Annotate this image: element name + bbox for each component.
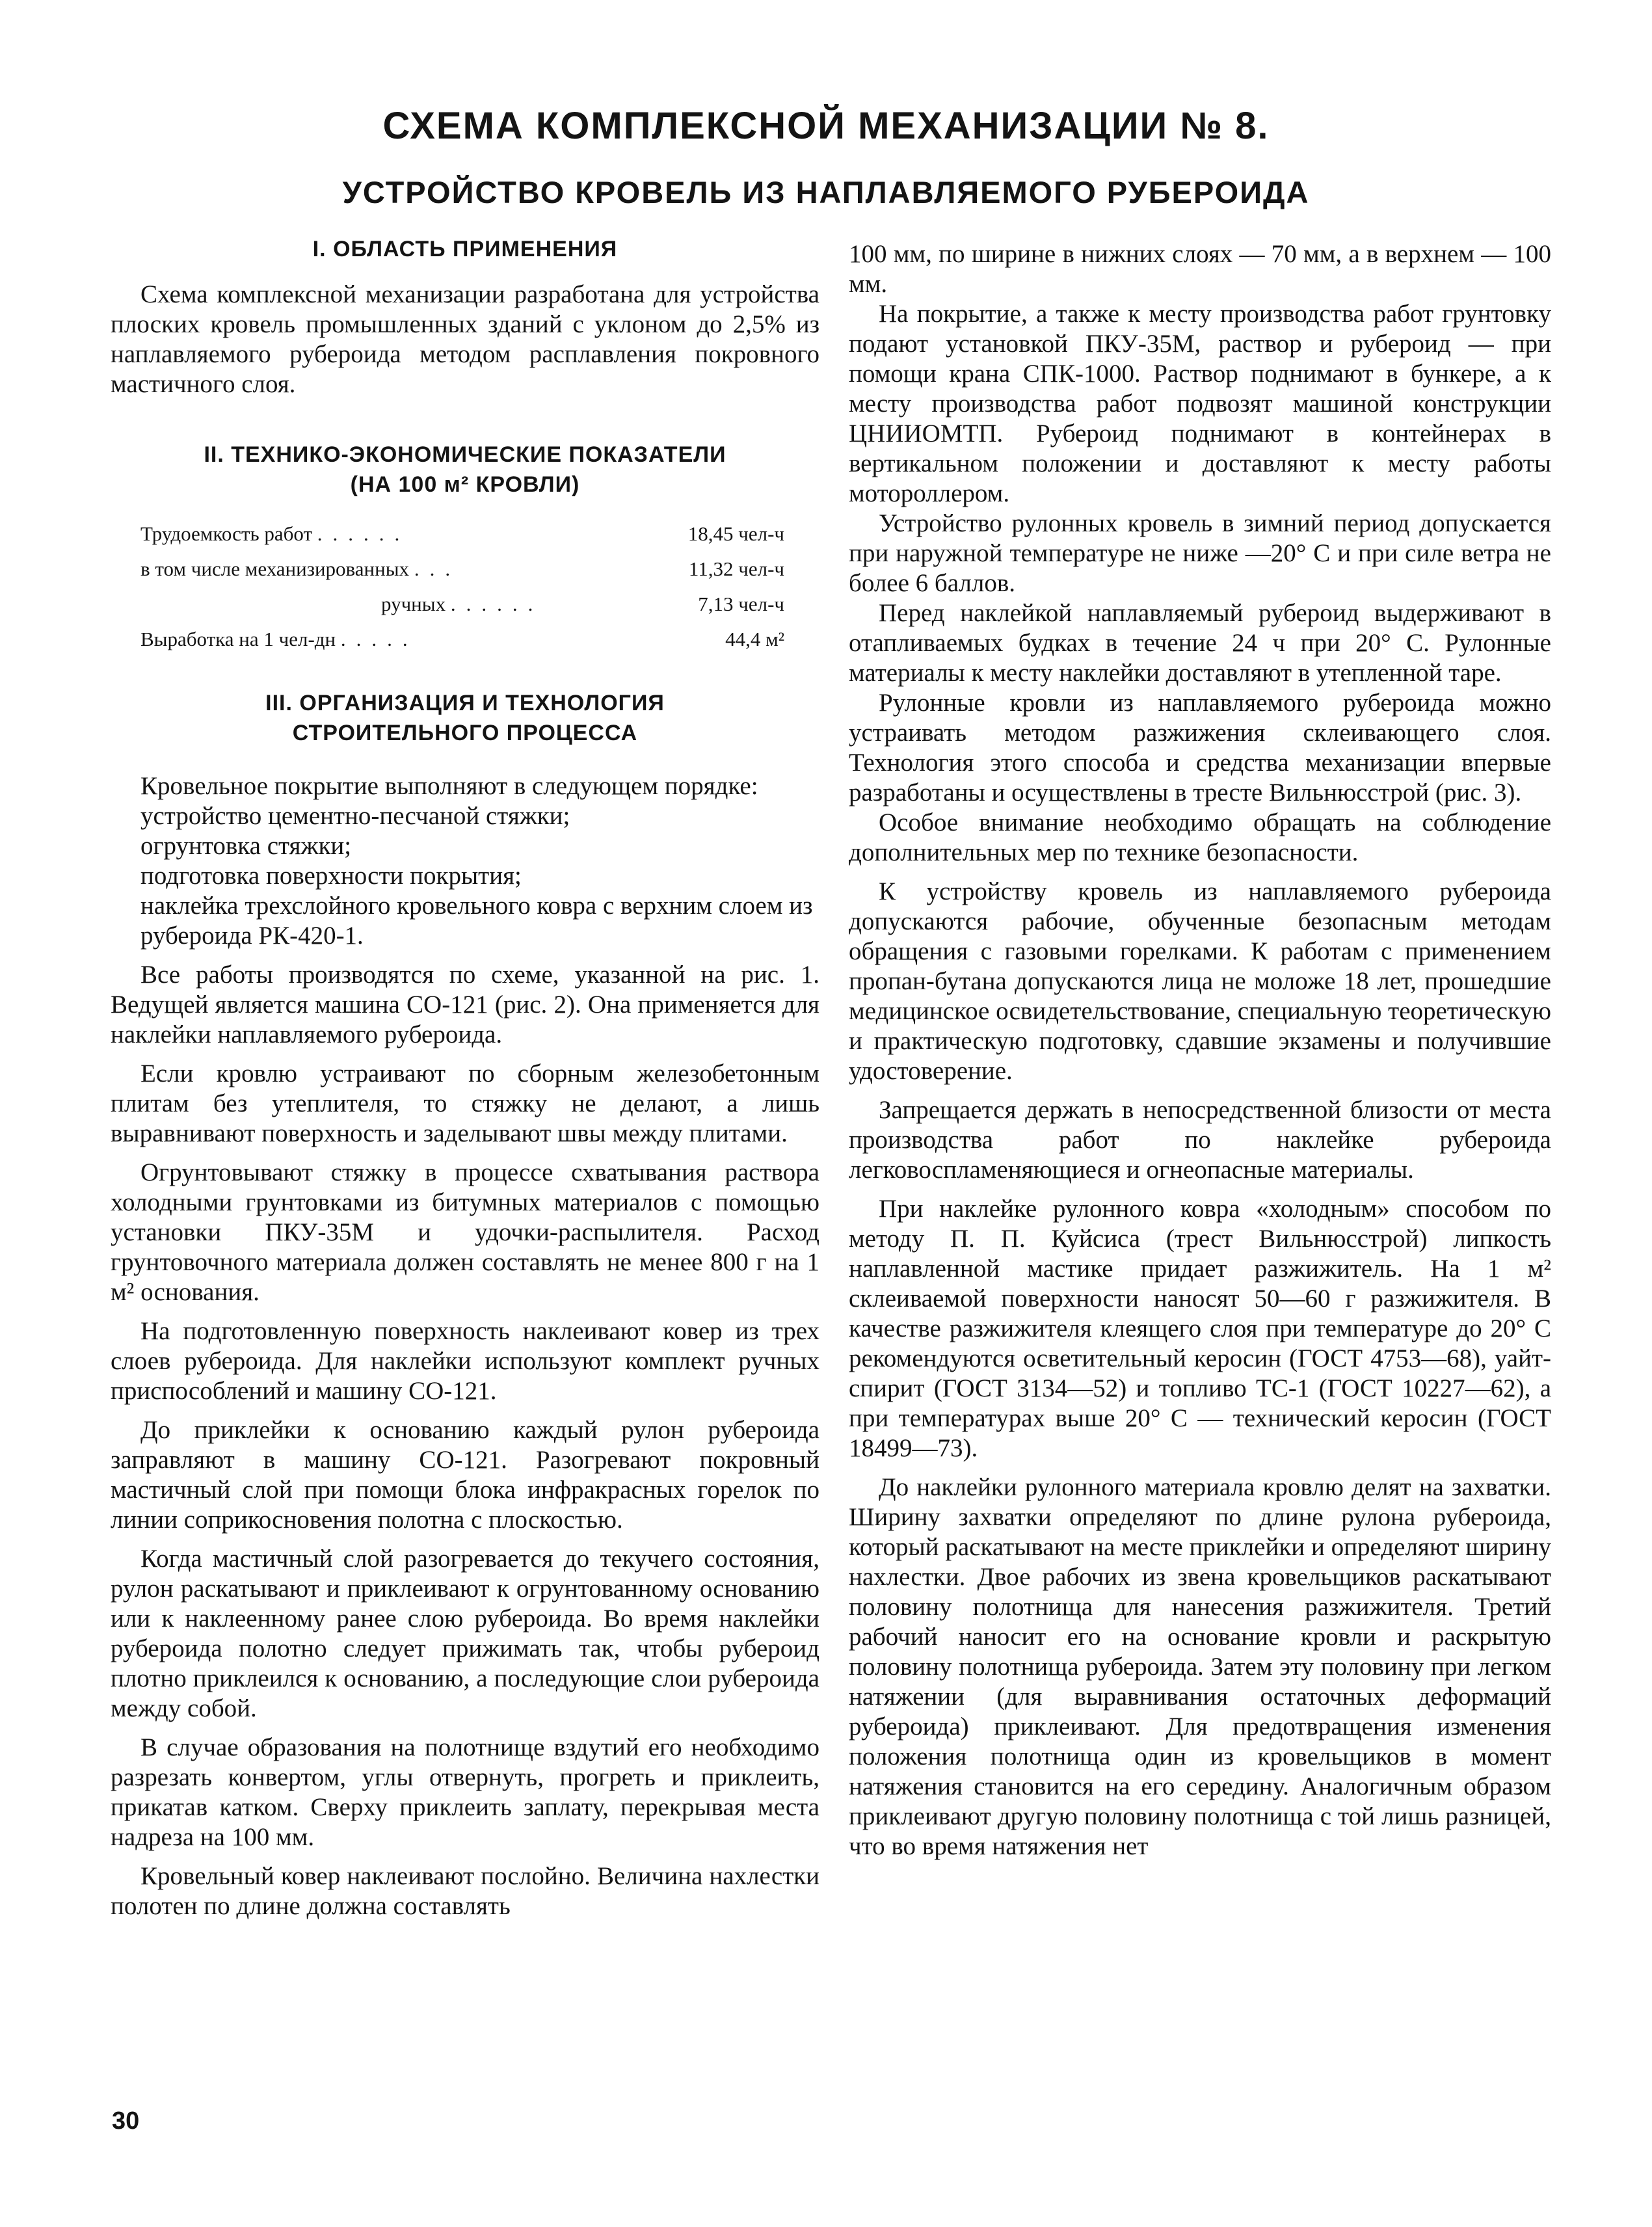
indicators-table bbox=[140, 516, 797, 657]
indicator-label: Трудоемкость работ bbox=[140, 522, 313, 545]
page-number: 30 bbox=[112, 2107, 140, 2135]
paragraph: К устройству кровель из наплавляемого рубероида допускаются рабочие, обученные безопасным методам обращения с газовыми горелками. К работам с применением пропан-бутана допускаются лица не моложе 18 лет, прошедшие медицинское освидетельствование, специальную теоретическую и практическую подготовку, сдавшие экзамены и получившие удостоверение. bbox=[849, 877, 1551, 1085]
indicator-value: 44,4 м² bbox=[725, 628, 784, 650]
paragraph: Огрунтовывают стяжку в процессе схватывания раствора холодными грунтовками из битумных материалов с помощью установки ПКУ-35М и удочки-распылителя. Расход грунтовочного материала должен составлять не менее 800 г на 1 м² основания. bbox=[111, 1158, 819, 1306]
paragraph: Перед наклейкой наплавляемый рубероид выдерживают в отапливаемых будках в течение 24 ч при 20° С. Рулонные материалы к месту наклейки доставляют в утепленной таре. bbox=[849, 599, 1551, 687]
dot-leader: ... bbox=[414, 557, 461, 580]
table-row bbox=[140, 552, 797, 587]
paragraph: В случае образования на полотнище вздутий его необходимо разрезать конвертом, углы отвернуть, прогреть и приклеить, прикатав катком. Сверху приклеить заплату, перекрывая места надреза на 100 мм. bbox=[111, 1733, 819, 1851]
indicator-label: ручных bbox=[381, 593, 446, 615]
paragraph: Особое внимание необходимо обращать на соблюдение дополнительных мер по технике безопасности. bbox=[849, 808, 1551, 866]
list-item: устройство цементно-песчаной стяжки; bbox=[140, 802, 570, 830]
indicator-value: 11,32 чел-ч bbox=[688, 557, 784, 580]
table-row bbox=[140, 587, 797, 622]
paragraph: До наклейки рулонного материала кровлю делят на захватки. Ширину захватки определяют по длине рулона рубероида, который раскатывают на месте приклейки и определяют ширину нахлестки. Двое рабочих из звена кровельщиков раскатывают половину полотнища для нанесения разжижителя. Третий рабочий наносит его на основание кровли и раскрытую половину полотнища рубероида. Затем эту половину при легком натяжении (для выравнивания остаточных деформаций рубероида) приклеивают. Для предотвращения изменения положения полотнища один из кровельщиков в момент натяжения становится на его середину. Аналогичным образом приклеивают другую половину полотнища с той лишь разницей, что во время натяжения нет bbox=[849, 1473, 1551, 1860]
list-item: подготовка поверхности покрытия; bbox=[140, 862, 522, 890]
dot-leader: ...... bbox=[317, 522, 410, 545]
paragraph: Устройство рулонных кровель в зимний период допускается при наружной температуре не ниже —20° С и при силе ветра не более 6 баллов. bbox=[849, 509, 1551, 597]
indicator-label: в том числе механизированных bbox=[140, 557, 410, 580]
page-title: СХЕМА КОМПЛЕКСНОЙ МЕХАНИЗАЦИИ № 8. bbox=[382, 105, 1270, 147]
section3-intro: Кровельное покрытие выполняют в следующем порядке: bbox=[140, 772, 758, 800]
list-item: наклейка трехслойного кровельного ковра с верхним слоем из рубероида РК-420-1. bbox=[140, 892, 813, 950]
section2-heading: II. ТЕХНИКО-ЭКОНОМИЧЕСКИЕ ПОКАЗАТЕЛИ bbox=[204, 442, 726, 467]
section2-heading-sub: (НА 100 м² КРОВЛИ) bbox=[350, 472, 580, 497]
page-subtitle: УСТРОЙСТВО КРОВЕЛЬ ИЗ НАПЛАВЛЯЕМОГО РУБЕРОИДА bbox=[342, 175, 1310, 209]
paragraph: Когда мастичный слой разогревается до текучего состояния, рулон раскатывают и приклеивают к огрунтованному основанию или к наклеенному ранее слою рубероида. Во время наклейки рубероида полотно следует прижимать так, чтобы рубероид плотно приклеился к основанию, а последующие слои рубероида между собой. bbox=[111, 1545, 819, 1722]
table-row bbox=[140, 516, 797, 552]
list-item: огрунтовка стяжки; bbox=[140, 832, 352, 860]
table-row bbox=[140, 622, 797, 657]
paragraph: Кровельный ковер наклеивают послойно. Величина нахлестки полотен по длине должна составлять bbox=[111, 1862, 819, 1920]
paragraph: Если кровлю устраивают по сборным железобетонным плитам без утеплителя, то стяжку не делают, а лишь выравнивают поверхность и заделывают швы между плитами. bbox=[111, 1060, 819, 1147]
indicator-value: 7,13 чел-ч bbox=[698, 593, 784, 615]
indicator-value: 18,45 чел-ч bbox=[687, 522, 784, 545]
paragraph: 100 мм, по ширине в нижних слоях — 70 мм, а в верхнем — 100 мм. bbox=[849, 240, 1551, 298]
dot-leader: ..... bbox=[340, 628, 418, 650]
dot-leader: ...... bbox=[450, 593, 544, 615]
process-steps-list bbox=[111, 801, 819, 951]
indicator-label: Выработка на 1 чел-дн bbox=[140, 628, 336, 650]
paragraph: При наклейке рулонного ковра «холодным» способом по методу П. П. Куйсиса (трест Вильнюсстрой) липкость наплавленной мастике придает разжижитель. На 1 м² склеиваемой поверхности наносят 50—60 г разжижителя. В качестве разжижителя клеящего слоя при температуре до 20° С рекомендуются осветительный керосин (ГОСТ 4753—68), уайт-спирит (ГОСТ 3134—52) и топливо ТС-1 (ГОСТ 10227—62), а при температурах выше 20° С — технический керосин (ГОСТ 18499—73). bbox=[849, 1195, 1551, 1462]
paragraph: Запрещается держать в непосредственной близости от места производства работ по наклейке рубероида легковоспламеняющиеся и огнеопасные материалы. bbox=[849, 1096, 1551, 1184]
paragraph: Рулонные кровли из наплавляемого рубероида можно устраивать методом разжижения склеивающего слоя. Технология этого способа и средства механизации впервые разработаны и осуществлены в тресте Вильнюсстрой (рис. 3). bbox=[849, 689, 1551, 807]
left-column bbox=[111, 234, 819, 1921]
paragraph: Все работы производятся по схеме, указанной на рис. 1. Ведущей является машина СО-121 (рис. 2). Она применяется для наклейки наплавляемого рубероида. bbox=[111, 961, 819, 1048]
paragraph: На подготовленную поверхность наклеивают ковер из трех слоев рубероида. Для наклейки используют комплект ручных приспособлений и машину СО-121. bbox=[111, 1317, 819, 1405]
section1-heading: I. ОБЛАСТЬ ПРИМЕНЕНИЯ bbox=[312, 237, 618, 261]
section3-heading-sub: СТРОИТЕЛЬНОГО ПРОЦЕССА bbox=[292, 721, 638, 745]
section3-heading: III. ОРГАНИЗАЦИЯ И ТЕХНОЛОГИЯ bbox=[265, 691, 665, 715]
section1-text: Схема комплексной механизации разработана для устройства плоских кровель промышленных зданий с уклоном до 2,5% из наплавляемого рубероида методом расплавления покровного мастичного слоя. bbox=[111, 280, 819, 398]
paragraph: На покрытие, а также к месту производства работ грунтовку подают установкой ПКУ-35М, раствор и рубероид — при помощи крана СПК-1000. Раствор поднимают в бункере, а к месту производства работ подвозят машиной конструкции ЦНИИОМТП. Рубероид поднимают в контейнерах в вертикальном положении и доставляют к месту работы мотороллером. bbox=[849, 300, 1551, 507]
paragraph: До приклейки к основанию каждый рулон рубероида заправляют в машину СО-121. Разогревают покровный мастичный слой при помощи блока инфракрасных горелок по линии соприкосновения полотна с плоскостью. bbox=[111, 1416, 819, 1534]
right-column bbox=[849, 239, 1551, 1861]
